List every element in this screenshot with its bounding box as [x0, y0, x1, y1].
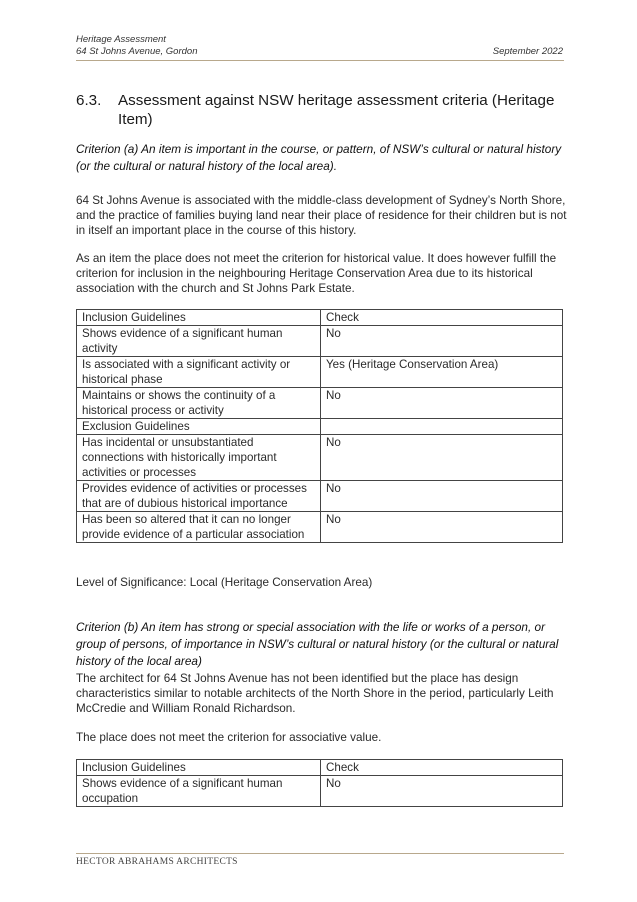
header-address: 64 St Johns Avenue, Gordon: [76, 46, 198, 57]
table-row: [77, 326, 563, 357]
criterion-a-paragraph-2: As an item the place does not meet the criterion for historical value. It does however fulfill the criterion for inclusion in the neighbouring Heritage Conservation Area due to its historical association with the church and St Johns Park Estate.: [76, 252, 557, 295]
table-header-row: [77, 310, 563, 326]
table-cell-guideline: Is associated with a significant activity or historical phase: [77, 357, 321, 388]
table-cell-check: No: [321, 326, 563, 357]
table-cell-check: Yes (Heritage Conservation Area): [321, 357, 563, 388]
section-number: 6.3.: [76, 92, 102, 109]
section-title-line1: Assessment against NSW heritage assessment criteria (Heritage: [118, 92, 555, 109]
table-row: [77, 776, 563, 807]
header-date: September 2022: [492, 46, 563, 57]
criterion-b-paragraph-1: The architect for 64 St Johns Avenue has not been identified but the place has design characteristics similar to notable architects of the North Shore in the period, particularly Leith McCredie and William Ronald Richardson.: [76, 672, 554, 715]
table-cell-guideline: Shows evidence of a significant human occupation: [77, 776, 321, 807]
table-row: [77, 388, 563, 419]
table-header-cell: Check: [321, 310, 563, 326]
footer-firm-name: HECTOR ABRAHAMS ARCHITECTS: [76, 857, 238, 867]
table-row: [77, 435, 563, 481]
footer-divider: [76, 853, 564, 854]
table-cell-check: No: [321, 512, 563, 543]
header-doc-title: Heritage Assessment: [76, 34, 166, 45]
table-cell-guideline: Has been so altered that it can no longer provide evidence of a particular association: [77, 512, 321, 543]
table-cell-guideline: Has incidental or unsubstantiated connections with historically important activities or processes: [77, 435, 321, 481]
criterion-a-paragraph-1: 64 St Johns Avenue is associated with the middle-class development of Sydney’s North Shore, and the practice of families buying land near their place of residence for their children but is not in itself an important place in the course of this history.: [76, 194, 567, 237]
table-cell-guideline: Shows evidence of a significant human activity: [77, 326, 321, 357]
criterion-a-heading: Criterion (a) An item is important in the course, or pattern, of NSW’s cultural or natural history (or the cultural or natural history of the local area).: [76, 142, 562, 173]
header-divider: [76, 60, 564, 61]
table-row: [77, 481, 563, 512]
table-header-cell: Inclusion Guidelines: [77, 310, 321, 326]
table-header-cell: Check: [321, 760, 563, 776]
section-title-line2: Item): [118, 111, 153, 128]
exclusion-guidelines-label: Exclusion Guidelines: [77, 419, 321, 435]
criterion-b-heading: Criterion (b) An item has strong or special association with the life or works of a person, or group of persons, of importance in NSW’s cultural or natural history (or the cultural or natural history of the local area): [76, 620, 559, 668]
table-row: [77, 512, 563, 543]
table-row: [77, 357, 563, 388]
table-cell-check: No: [321, 481, 563, 512]
table-cell-check: No: [321, 388, 563, 419]
criterion-a-significance: Level of Significance: Local (Heritage Conservation Area): [76, 576, 373, 589]
table-header-row: [77, 760, 563, 776]
table-cell-check: No: [321, 776, 563, 807]
table-cell-check: No: [321, 435, 563, 481]
table-cell-guideline: Provides evidence of activities or processes that are of dubious historical importance: [77, 481, 321, 512]
section-title: [76, 91, 556, 129]
page-header: [76, 34, 197, 58]
table-subheader-row: [77, 419, 563, 435]
table-header-cell: Inclusion Guidelines: [77, 760, 321, 776]
criterion-a-table: [76, 309, 563, 543]
criterion-b-table: [76, 759, 563, 807]
table-cell-guideline: Maintains or shows the continuity of a historical process or activity: [77, 388, 321, 419]
criterion-b-paragraph-2: The place does not meet the criterion for associative value.: [76, 731, 382, 744]
